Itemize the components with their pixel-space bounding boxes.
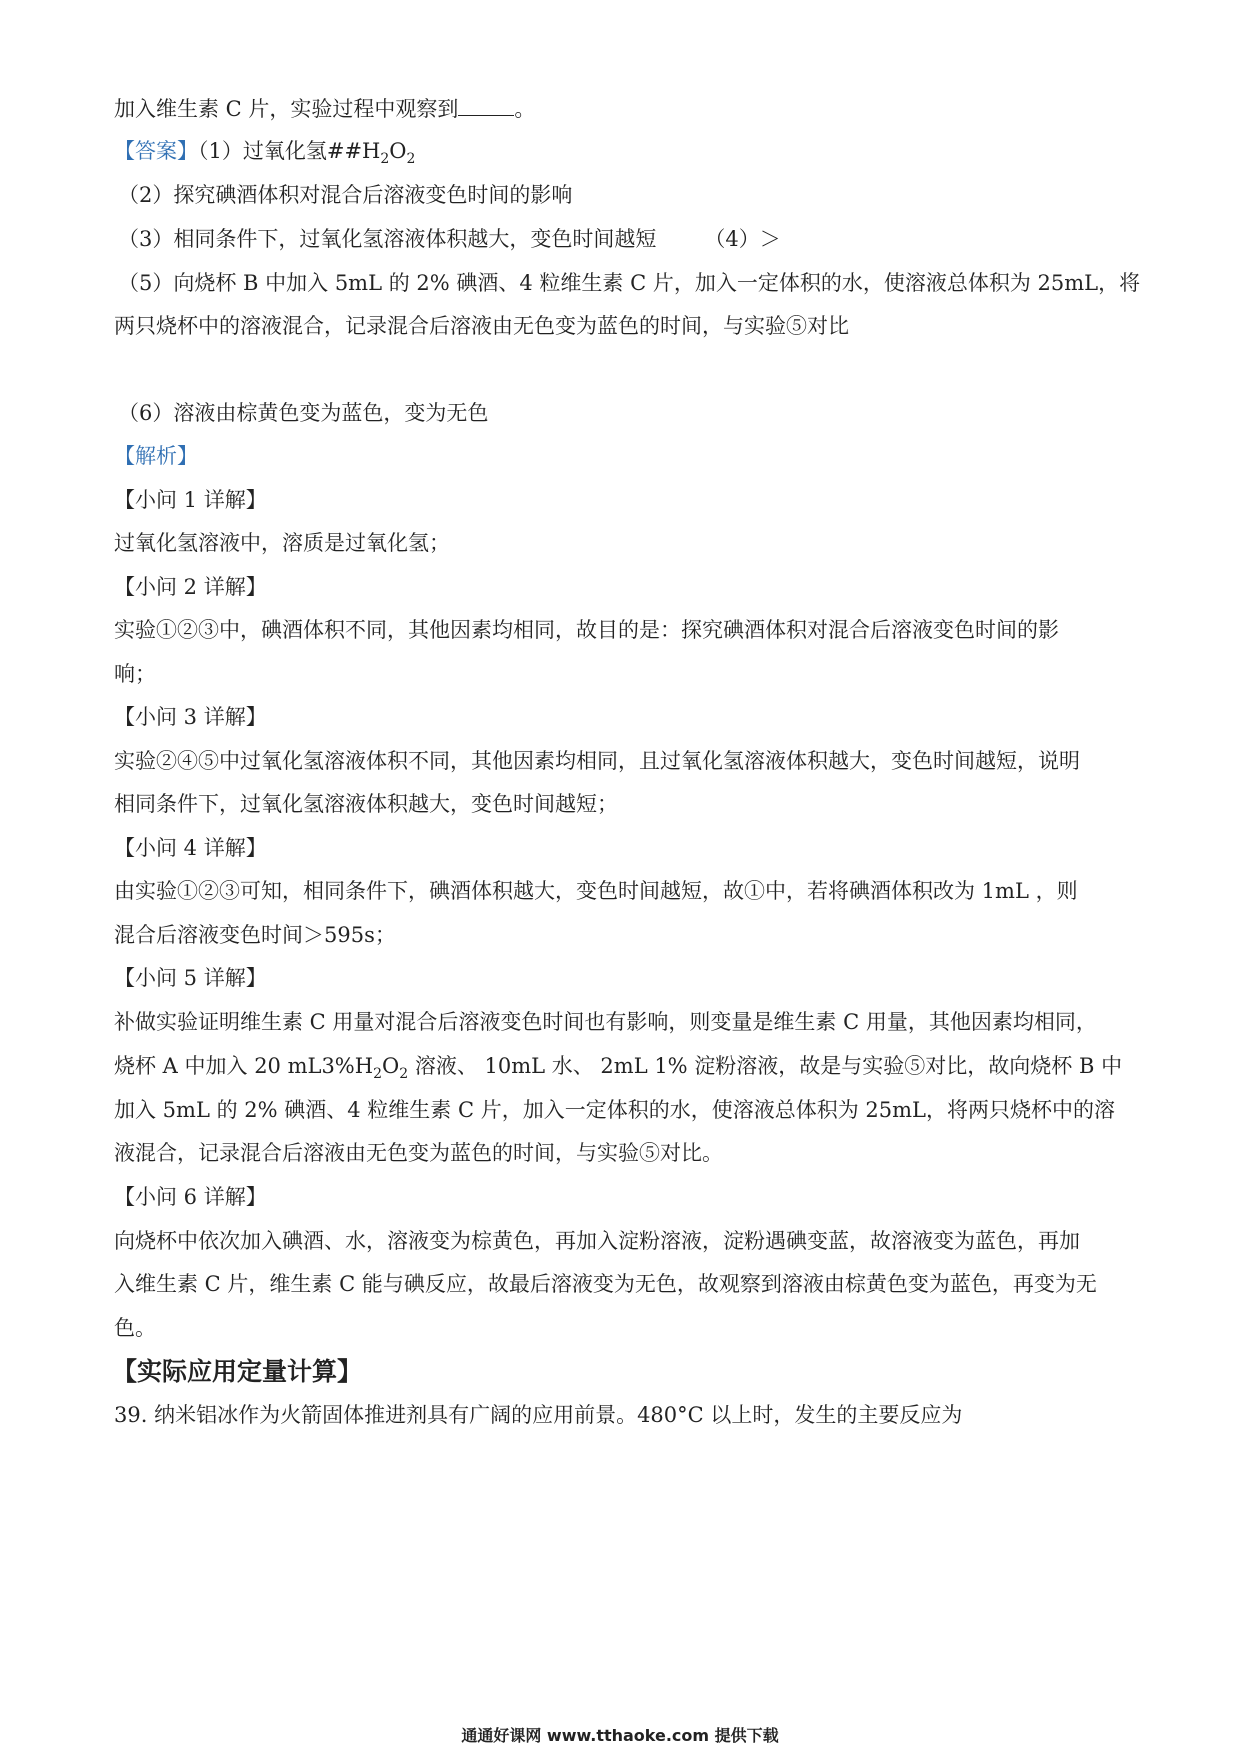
text-line: 相同条件下，过氧化氢溶液体积越大，变色时间越短； bbox=[114, 792, 618, 816]
answer-blank bbox=[458, 95, 514, 116]
answer-line: （6）溶液由棕黄色变为蓝色，变为无色 bbox=[118, 401, 489, 425]
text: 烧杯 A 中加入 20 mL3%H bbox=[114, 1054, 374, 1078]
text-line: 混合后溶液变色时间＞595s； bbox=[114, 923, 396, 947]
answer-line bbox=[118, 224, 1138, 254]
text: O bbox=[389, 139, 407, 163]
text-line: 响； bbox=[114, 662, 156, 686]
text-line: 过氧化氢溶液中，溶质是过氧化氢； bbox=[114, 531, 450, 555]
answer-line: （2）探究碘酒体积对混合后溶液变色时间的影响 bbox=[118, 183, 573, 207]
text-line: 液混合，记录混合后溶液由无色变为蓝色的时间，与实验⑤对比。 bbox=[114, 1141, 723, 1165]
text: 溶液、 10mL 水、 2mL 1% 淀粉溶液，故是与实验⑤对比，故向烧杯 B 中 bbox=[408, 1054, 1123, 1078]
subquestion-heading: 【小问 6 详解】 bbox=[114, 1185, 267, 1209]
subquestion-heading: 【小问 3 详解】 bbox=[114, 705, 267, 729]
subscript: 2 bbox=[399, 1066, 409, 1083]
text-line: 补做实验证明维生素 C 用量对混合后溶液变色时间也有影响，则变量是维生素 C 用量，其他因素均相同， bbox=[114, 1010, 1097, 1034]
text-line: 由实验①②③可知，相同条件下，碘酒体积越大，变色时间越短，故①中，若将碘酒体积改为 1mL ，则 bbox=[114, 879, 1078, 903]
text: （4）＞ bbox=[704, 227, 781, 251]
subscript: 2 bbox=[373, 1066, 382, 1083]
text-line: 向烧杯中依次加入碘酒、水，溶液变为棕黄色，再加入淀粉溶液，淀粉遇碘变蓝，故溶液变为蓝色，再加 bbox=[114, 1229, 1080, 1253]
text: （1）过氧化氢##H bbox=[198, 139, 381, 163]
subquestion-heading: 【小问 2 详解】 bbox=[114, 575, 267, 599]
text-line: 入维生素 C 片，维生素 C 能与碘反应，故最后溶液变为无色，故观察到溶液由棕黄色变为蓝色，再变为无 bbox=[114, 1272, 1097, 1296]
section-heading: 【实际应用定量计算】 bbox=[112, 1357, 363, 1386]
text-line: 实验①②③中，碘酒体积不同，其他因素均相同，故目的是：探究碘酒体积对混合后溶液变色时间的影 bbox=[114, 618, 1059, 642]
subscript: 2 bbox=[380, 151, 390, 168]
text-line bbox=[114, 1051, 1134, 1081]
text: 。 bbox=[514, 97, 536, 121]
subscript: 2 bbox=[406, 151, 416, 168]
text: （3）相同条件下，过氧化氢溶液体积越大，变色时间越短 bbox=[118, 227, 657, 251]
answer-line: （5）向烧杯 B 中加入 5mL 的 2% 碘酒、4 粒维生素 C 片，加入一定体积的水，使溶液总体积为 25mL，将 bbox=[118, 271, 1141, 295]
answer-line: 两只烧杯中的溶液混合，记录混合后溶液由无色变为蓝色的时间，与实验⑤对比 bbox=[114, 314, 849, 338]
text-line: 实验②④⑤中过氧化氢溶液体积不同，其他因素均相同，且过氧化氢溶液体积越大，变色时间越短，说明 bbox=[114, 749, 1080, 773]
question-39: 39. 纳米铝冰作为火箭固体推进剂具有广阔的应用前景。480°C 以上时，发生的主要反应为 bbox=[114, 1403, 963, 1427]
text-line: 色。 bbox=[114, 1316, 156, 1340]
subquestion-heading: 【小问 1 详解】 bbox=[114, 488, 267, 512]
text-line: 加入 5mL 的 2% 碘酒、4 粒维生素 C 片，加入一定体积的水，使溶液总体积为 25mL，将两只烧杯中的溶 bbox=[114, 1098, 1115, 1122]
analysis-tag: 【解析】 bbox=[114, 444, 198, 468]
text: 加入维生素 C 片，实验过程中观察到 bbox=[114, 97, 459, 121]
subquestion-heading: 【小问 5 详解】 bbox=[114, 966, 267, 990]
text-line bbox=[114, 94, 1134, 124]
answer-line bbox=[114, 136, 1134, 166]
footer-watermark: 通通好课网 www.tthaoke.com 提供下载 bbox=[461, 1726, 779, 1745]
subquestion-heading: 【小问 4 详解】 bbox=[114, 836, 267, 860]
answer-tag: 【答案】 bbox=[114, 139, 198, 163]
text: O bbox=[382, 1054, 400, 1078]
